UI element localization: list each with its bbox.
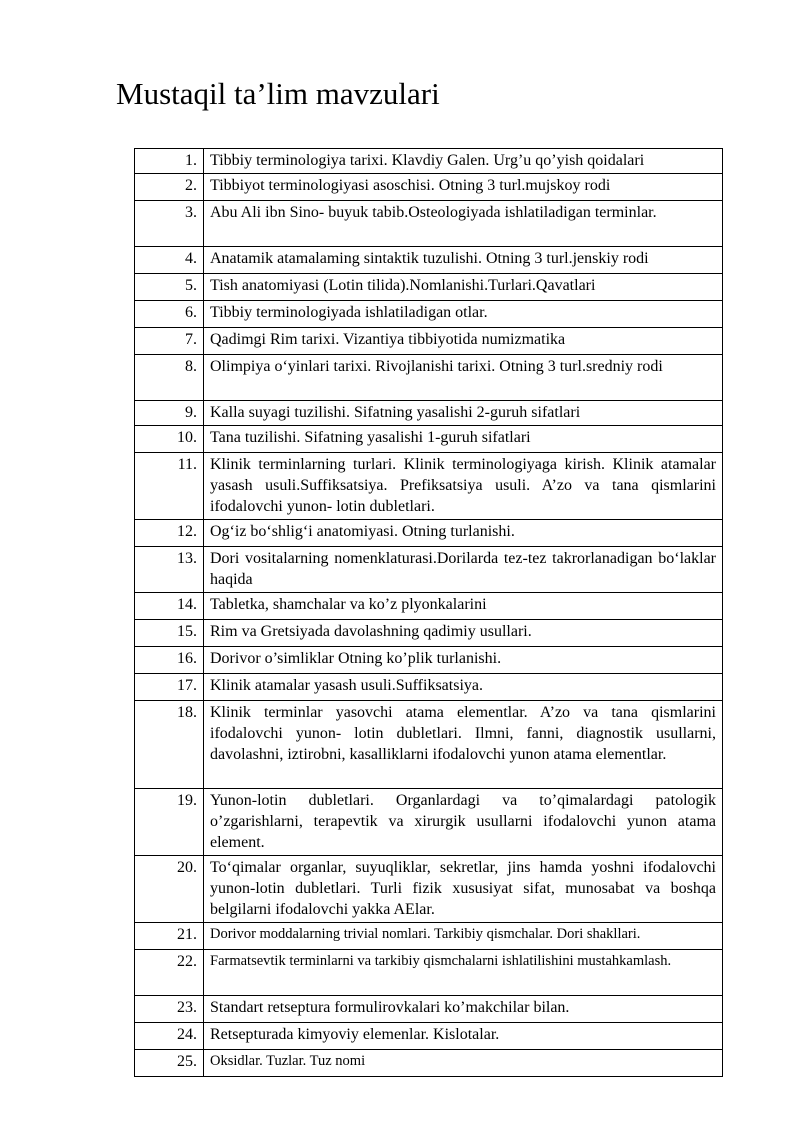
row-number: 14. bbox=[135, 593, 204, 620]
row-number: 7. bbox=[135, 328, 204, 355]
row-topic: Kalla suyagi tuzilishi. Sifatning yasalishi 2-guruh sifatlari bbox=[204, 401, 723, 426]
table-row bbox=[135, 620, 723, 647]
row-number: 25. bbox=[135, 1050, 204, 1077]
table-row bbox=[135, 593, 723, 620]
row-topic: Tana tuzilishi. Sifatning yasalishi 1-guruh sifatlari bbox=[204, 426, 723, 453]
row-number: 1. bbox=[135, 149, 204, 174]
row-number: 21. bbox=[135, 923, 204, 950]
row-number: 12. bbox=[135, 520, 204, 547]
table-row bbox=[135, 647, 723, 674]
table-row bbox=[135, 174, 723, 201]
row-topic: Klinik terminlarning turlari. Klinik terminologiyaga kirish. Klinik atamalar yasash usuli.Suffiksatsiya. Prefiksatsiya usuli. A’zo va tana qismlarini ifodalovchi yunon- lotin dubletlari. bbox=[204, 453, 723, 520]
row-number: 10. bbox=[135, 426, 204, 453]
row-number: 19. bbox=[135, 789, 204, 856]
table-row bbox=[135, 674, 723, 701]
table-row bbox=[135, 1050, 723, 1077]
row-topic: Oksidlar. Tuzlar. Tuz nomi bbox=[204, 1050, 723, 1077]
row-topic: Tibbiyot terminologiyasi asoschisi. Otning 3 turl.mujskoy rodi bbox=[204, 174, 723, 201]
row-topic: Yunon-lotin dubletlari. Organlardagi va to’qimalardagi patologik o’zgarishlarni, terapevtik va xirurgik usullarni ifodalovchi yunon atama element. bbox=[204, 789, 723, 856]
row-number: 18. bbox=[135, 701, 204, 789]
table-row bbox=[135, 856, 723, 923]
table-row bbox=[135, 274, 723, 301]
row-number: 22. bbox=[135, 950, 204, 996]
table-row bbox=[135, 201, 723, 247]
table-row bbox=[135, 950, 723, 996]
table-row bbox=[135, 453, 723, 520]
table-row bbox=[135, 149, 723, 174]
table-row bbox=[135, 355, 723, 401]
table-row bbox=[135, 247, 723, 274]
row-number: 3. bbox=[135, 201, 204, 247]
row-number: 16. bbox=[135, 647, 204, 674]
row-topic: Tibbiy terminologiyada ishlatiladigan otlar. bbox=[204, 301, 723, 328]
row-topic: Klinik terminlar yasovchi atama elementlar. A’zo va tana qismlarini ifodalovchi yunon- lotin dubletlari. Ilmni, fanni, diagnostik usullarni, davolashni, iztirobni, kasalliklarni ifodalovchi yunon atama elementlar. bbox=[204, 701, 723, 789]
row-topic: Retsepturada kimyoviy elemenlar. Kislotalar. bbox=[204, 1023, 723, 1050]
row-topic: Klinik atamalar yasash usuli.Suffiksatsiya. bbox=[204, 674, 723, 701]
row-topic: Dorivor o’simliklar Otning ko’plik turlanishi. bbox=[204, 647, 723, 674]
row-topic: Abu Ali ibn Sino- buyuk tabib.Osteologiyada ishlatiladigan terminlar. bbox=[204, 201, 723, 247]
row-topic: Og‘iz bo‘shlig‘i anatomiyasi. Otning turlanishi. bbox=[204, 520, 723, 547]
topics-table bbox=[134, 148, 723, 1077]
row-topic: Dori vositalarning nomenklaturasi.Dorilarda tez-tez takrorlanadigan bo‘laklar haqida bbox=[204, 547, 723, 593]
table-row bbox=[135, 923, 723, 950]
row-topic: To‘qimalar organlar, suyuqliklar, sekretlar, jins hamda yoshni ifodalovchi yunon-lotin dubletlari. Turli fizik xususiyat sifat, munosabat va boshqa belgilarni ifodalovchi yakka AElar. bbox=[204, 856, 723, 923]
row-number: 9. bbox=[135, 401, 204, 426]
table-row bbox=[135, 547, 723, 593]
table-row bbox=[135, 996, 723, 1023]
page-title: Mustaqil ta’lim mavzulari bbox=[116, 76, 440, 111]
row-topic: Rim va Gretsiyada davolashning qadimiy usullari. bbox=[204, 620, 723, 647]
row-number: 17. bbox=[135, 674, 204, 701]
table-row bbox=[135, 1023, 723, 1050]
row-topic: Olimpiya o‘yinlari tarixi. Rivojlanishi tarixi. Otning 3 turl.sredniy rodi bbox=[204, 355, 723, 401]
table-row bbox=[135, 701, 723, 789]
table-row bbox=[135, 426, 723, 453]
row-number: 4. bbox=[135, 247, 204, 274]
row-number: 24. bbox=[135, 1023, 204, 1050]
row-number: 8. bbox=[135, 355, 204, 401]
row-topic: Tibbiy terminologiya tarixi. Klavdiy Galen. Urg’u qo’yish qoidalari bbox=[204, 149, 723, 174]
row-number: 15. bbox=[135, 620, 204, 647]
row-topic: Farmatsevtik terminlarni va tarkibiy qismchalarni ishlatilishini mustahkamlash. bbox=[204, 950, 723, 996]
row-number: 2. bbox=[135, 174, 204, 201]
table-row bbox=[135, 401, 723, 426]
row-number: 6. bbox=[135, 301, 204, 328]
table-row bbox=[135, 520, 723, 547]
row-topic: Tish anatomiyasi (Lotin tilida).Nomlanishi.Turlari.Qavatlari bbox=[204, 274, 723, 301]
table-row bbox=[135, 328, 723, 355]
row-number: 5. bbox=[135, 274, 204, 301]
row-number: 23. bbox=[135, 996, 204, 1023]
table-row bbox=[135, 301, 723, 328]
row-topic: Tabletka, shamchalar va ko’z plyonkalarini bbox=[204, 593, 723, 620]
row-number: 11. bbox=[135, 453, 204, 520]
row-topic: Dorivor moddalarning trivial nomlari. Tarkibiy qismchalar. Dori shakllari. bbox=[204, 923, 723, 950]
row-number: 20. bbox=[135, 856, 204, 923]
row-topic: Qadimgi Rim tarixi. Vizantiya tibbiyotida numizmatika bbox=[204, 328, 723, 355]
row-number: 13. bbox=[135, 547, 204, 593]
row-topic: Anatamik atamalaming sintaktik tuzulishi. Otning 3 turl.jenskiy rodi bbox=[204, 247, 723, 274]
table-row bbox=[135, 789, 723, 856]
row-topic: Standart retseptura formulirovkalari ko’makchilar bilan. bbox=[204, 996, 723, 1023]
